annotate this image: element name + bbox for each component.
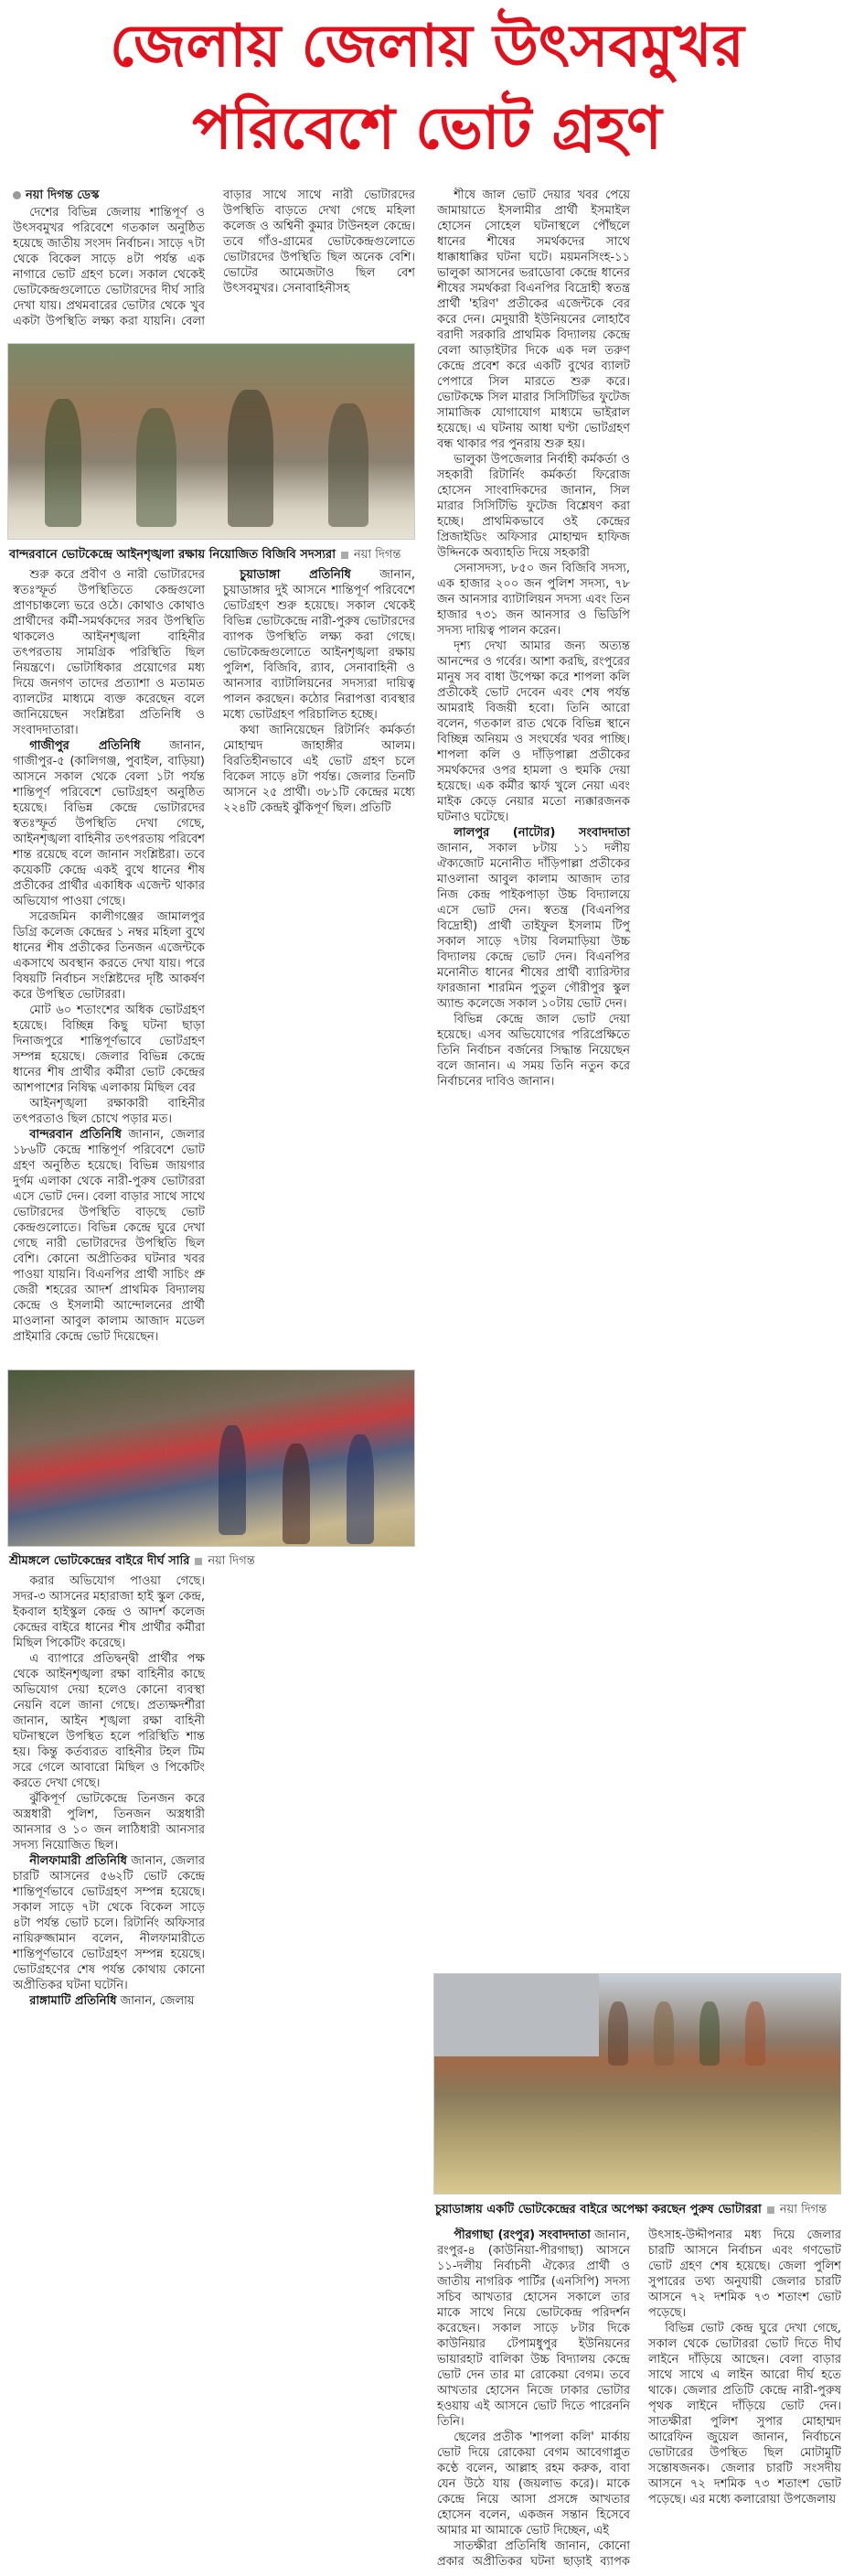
article-paragraph bbox=[13, 1573, 205, 1651]
article-paragraph bbox=[648, 2321, 841, 2507]
intro-article bbox=[13, 188, 415, 334]
article-paragraph bbox=[13, 1096, 205, 1127]
article-paragraph bbox=[13, 1993, 205, 2009]
paragraph-text: সাতক্ষীরা প্রতিনিধি জানান, কোনো প্রকার অপ্রীতিকর ঘটনা ছাড়াই ব্যাপক উৎসাহ-উদ্দীপনার মধ্য দিয়ে জেলার চারটি আসনে নির্বাচন এবং গণভোট ভোট গ্রহণ শেষ হয়েছে। জেলা পুলিশ সুপারের তথ্য অনুযায়ী জেলার চারটি আসনে ৭২ দশমিক ৭৩ শতাংশ ভোট পড়েছে। bbox=[437, 2228, 841, 2569]
paragraph-text: জানান, চুয়াডাঙ্গার দুই আসনে শান্তিপূর্ণ পরিবেশে ভোটগ্রহণ শুরু হয়েছে। সকাল থেকেই বিভিন্ন ভোটকেন্দ্রে নারী-পুরুষ ভোটারদের ব্যাপক উপস্থিতি লক্ষ্য করা গেছে। ভোটকেন্দ্রগুলোতে আইনশৃঙ্খলা রক্ষায় পুলিশ, বিজিবি, র‍্যাব, সেনাবাহিনী ও আনসার ব্যাটালিয়নের সদস্যরা দায়িত্ব পালন করছেন। কঠোর নিরাপত্তা ব্যবস্থার মধ্যে ভোটগ্রহণ পরিচালিত হচ্ছে। bbox=[223, 568, 415, 722]
photo-caption-1 bbox=[9, 547, 400, 563]
intro-paragraph: দেশের বিভিন্ন জেলায় শান্তিপূর্ণ ও উৎসবমুখর পরিবেশে গতকাল অনুষ্ঠিত হয়েছে জাতীয় সংসদ নির্বাচন। সাড়ে ৭টা থেকে বিকেল সাড়ে ৪টা পর্যন্ত এক নাগারে ভোট গ্রহণ চলে। সকাল থেকেই ভোটকেন্দ্রগুলোতে ভোটারদের দীর্ঘ সারি দেখা যায়। প্রথমবারের ভোটার থেকে খুব একটা উপস্থিতি লক্ষ্য করা যায়নি। বেলা বাড়ার সাথে সাথে নারী ভোটারদের উপস্থিতি বাড়তে দেখা গেছে মহিলা কলেজ ও অশ্বিনী কুমার টাউনহল কেন্দ্রে। তবে গাঁও-গ্রামের ভোটকেন্দ্রগুলোতে ভোটারদের উপস্থিতি ছিল অনেক বেশি। ভোটের আমেজটাও ছিল বেশ উৎসবমুখর। সেনাবাহিনীসহ bbox=[13, 188, 415, 328]
correspondent-lead: নীলফামারী প্রতিনিধি bbox=[29, 1854, 127, 1868]
paragraph-text: কথা জানিয়েছেন রিটার্নিং কর্মকর্তা মোহাম্মদ জাহাঙ্গীর আলম। বিরতিহীনভাবে এই ভোট গ্রহণ চলে বিকেল সাড়ে ৪টা পর্যন্ত। জেলার তিনটি আসনে ২৫ প্রার্থী। ৩৮১টি কেন্দ্রের মধ্যে ২২৪টি কেন্দ্রই ঝুঁকিপূর্ণ ছিল। প্রতিটি bbox=[223, 724, 415, 815]
paragraph-text: বিভিন্ন ভোট কেন্দ্র ঘুরে দেখা গেছে, সকাল থেকে ভোটাররা ভোট দিতে দীর্ঘ লাইনে দাঁড়িয়ে আছেন। বেলা বাড়ার সাথে সাথে এ লাইন আরো দীর্ঘ হতে থাকে। জেলার প্রতিটি কেন্দ্রে নারী-পুরুষ পৃথক লাইনে দাঁড়িয়ে ভোট দেন। সাতক্ষীরা পুলিশ সুপার মোহাম্মদ আরেফিন জুয়েল জানান, নির্বাচনে ভোটারের উপস্থিত ছিল মোটামুটি সন্তোষজনক। জেলার চারটি সংসদীয় আসনে ৭২ দশমিক ৭৩ শতাংশ ভোট পড়েছে। এর মধ্যে কলারোয়া উপজেলায় bbox=[648, 2322, 841, 2506]
article-paragraph bbox=[13, 1791, 205, 1853]
article-paragraph bbox=[437, 452, 630, 561]
headline-line-1: জেলায় জেলায় উৎসবমুখর bbox=[110, 13, 744, 80]
photo-chuadanga-voters bbox=[433, 1973, 841, 2195]
paragraph-text: এ ব্যাপারে প্রতিদ্বন্দ্বী প্রার্থীর পক্ষ থেকে আইনশৃঙ্খলা রক্ষা বাহিনীর কাছে অভিযোগ দেয়া হলেও কোনো ব্যবস্থা নেয়নি বলে জানা গেছে। প্রত্যক্ষদর্শীরা জানান, আইন শৃঙ্খলা রক্ষা বাহিনী ঘটনাস্থলে উপস্থিত হলে পরিস্থিতি শান্ত হয়। কিন্তু কর্তব্যরত বাহিনীর টহল টিম সরে গেলে আবারো মিছিল ও পিকেটিং করতে দেখা গেছে। bbox=[13, 1652, 205, 1790]
paragraph-text: সরেজমিন কালীগঞ্জের জামালপুর ডিগ্রি কলেজ কেন্দ্রের ১ নম্বর মহিলা বুথে ধানের শীষ প্রতীকের তিনজন এজেন্টকে একসাথে অবস্থান করতে দেখা যায়। পরে বিষয়টি নির্বাচন সংশ্লিষ্টদের দৃষ্টি আকর্ষণ করে উপস্থিত ভোটাররা। bbox=[13, 910, 205, 1002]
paragraph-text: ঝুঁকিপূর্ণ ভোটকেন্দ্রে তিনজন করে অস্ত্রধারী পুলিশ, তিনজন অস্ত্রধারী আনসার ও ১০ জন লাঠিধারী আনসার সদস্য নিয়োজিত ছিল। bbox=[13, 1792, 205, 1852]
article-paragraph bbox=[13, 738, 205, 909]
article-paragraph bbox=[437, 1012, 630, 1089]
paragraph-text: জানান, জেলার চারটি আসনের ৫৬২টি ভোট কেন্দ্রে শান্তিপূর্ণভাবে ভোটগ্রহণ সম্পন্ন হয়েছে। সকাল সাড়ে ৭টা থেকে বিকেল সাড়ে ৪টা পর্যন্ত ভোট চলে। রিটার্নিং অফিসার নায়িরুজ্জামান বলেন, নীলফামারীতে শান্তিপূর্ণভাবে ভোটগ্রহণ সম্পন্ন হয়েছে। ভোটগ্রহণের শেষ পর্যন্ত কোথায় কোনো অপ্রীতিকর ঘটনা ঘটেনি। bbox=[13, 1854, 205, 1992]
square-icon bbox=[341, 552, 348, 559]
article-section-b bbox=[13, 567, 415, 1363]
paragraph-text: জানান, গাজীপুর-৫ (কালিগঞ্জ, পুবাইল, বাড়িয়া) আসনে সকাল থেকে বেলা ১টা পর্যন্ত শান্তিপূর্ণ পরিবেশে ভোটগ্রহণ অনুষ্ঠিত হয়েছে। বিভিন্ন কেন্দ্রে ভোটারদের স্বতঃস্ফূর্ত উপস্থিতি দেখা গেছে, আইনশৃঙ্খলা বাহিনীর তৎপরতায় পরিবেশ শান্ত রয়েছে বলে জানান সংশ্লিষ্টরা। তবে কয়েকটি কেন্দ্রে একই বুথে ধানের শীষ প্রতীকের প্রার্থীর একাধিক এজেন্ট থাকার অভিযোগ পাওয়া গেছে। bbox=[13, 739, 205, 908]
article-paragraph bbox=[223, 567, 415, 723]
article-paragraph bbox=[437, 2227, 630, 2430]
paragraph-text: ছেলের প্রতীক 'শাপলা কলি' মার্কায় ভোট দিয়ে রোকেয়া বেগম আবেগাপ্লুত কণ্ঠে বলেন, আল্লাহ রহম করুক, বাবা যেন উঠে যায় (জয়লাভ করে)। মাকে কেন্দ্রে নিয়ে আসা প্রসঙ্গে আখতার হোসেন বলেন, একজন সন্তান হিসেবে আমার মা আমাকে ভোট দিচ্ছেন, এই bbox=[437, 2431, 630, 2538]
photo-credit: নয়া দিগন্ত bbox=[353, 548, 401, 562]
caption-text: শ্রীমঙ্গলে ভোটকেন্দ্রের বাইরে দীর্ঘ সারি bbox=[9, 1554, 190, 1568]
headline-line-2: পরিবেশে ভোট গ্রহণ bbox=[192, 95, 662, 163]
paragraph-text: জানান, জেলায় bbox=[116, 1994, 195, 2008]
correspondent-lead: বান্দরবান প্রতিনিধি bbox=[29, 1128, 122, 1142]
article-section-e bbox=[437, 2227, 841, 2576]
correspondent-lead: রাঙ্গামাটি প্রতিনিধি bbox=[29, 1994, 117, 2008]
article-paragraph bbox=[13, 1127, 205, 1345]
photo-credit: নয়া দিগন্ত bbox=[208, 1554, 255, 1568]
article-paragraph bbox=[437, 188, 630, 452]
correspondent-lead: চুয়াডাঙ্গা প্রতিনিধি bbox=[240, 568, 351, 582]
paragraph-text: ভালুকা উপজেলার নির্বাহী কর্মকর্তা ও সহকারী রিটার্নিং কর্মকর্তা ফিরোজ হোসেন সাংবাদিকদের জানান, সিল মারার সিসিটিভি ফুটেজ বিশ্লেষণ করা হচ্ছে। প্রাথমিকভাবে ওই কেন্দ্রের প্রিজাইডিং অফিসার মোহাম্মদ হাফিজ উদ্দিনকে অব্যাহতি দিয়ে সহকারী bbox=[437, 453, 630, 560]
photo-caption-3 bbox=[435, 2202, 827, 2217]
bullet-icon bbox=[13, 191, 21, 199]
correspondent-lead: লালপুর (নাটোর) সংবাদদাতা bbox=[454, 826, 630, 840]
article-section-d bbox=[437, 188, 841, 1960]
byline-text: নয়া দিগন্ত ডেস্ক bbox=[26, 188, 100, 202]
paragraph-text: জানান, জেলার ১৮৬টি কেন্দ্রে শান্তিপূর্ণ পরিবেশে ভোট গ্রহণ অনুষ্ঠিত হয়েছে। বিভিন্ন জায়গার দুর্গম এলাকা থেকে নারী-পুরুষ ভোটাররা এসে ভোট দেন। বেলা বাড়ার সাথে সাথে ভোটারদের উপস্থিতি বাড়ছে ভোট কেন্দ্রগুলোতে। বিভিন্ন কেন্দ্রে ঘুরে দেখা গেছে নারী ভোটারদের উপস্থিতি ছিল বেশি। কোনো অপ্রীতিকর ঘটনার খবর পাওয়া যায়নি। বিএনপির প্রার্থী সাচিং প্রু জেরী শহরের আদর্শ প্রাথমিক বিদ্যালয় কেন্দ্রে ও ইসলামী আন্দোলনের প্রার্থী মাওলানা আবুল কালাম আজাদ মডেল প্রাইমারি কেন্দ্রে ভোট দিয়েছেন। bbox=[13, 1128, 205, 1344]
caption-text: বান্দরবানে ভোটকেন্দ্রে আইনশৃঙ্খলা রক্ষায় নিয়োজিত বিজিবি সদস্যরা bbox=[9, 548, 336, 562]
article-paragraph bbox=[437, 2430, 630, 2538]
paragraph-text: জানান, রংপুর-৪ (কাউনিয়া-পীরগাছা) আসনে ১১-দলীয় নির্বাচনী ঐক্যের প্রার্থী ও জাতীয় নাগরিক পার্টির (এনসিপি) সদস্য সচিব আখতার হোসেন সকালে তার মাকে সাথে নিয়ে ভোটকেন্দ্র পরিদর্শন করেছেন। সকাল সাড়ে ৮টার দিকে কাউনিয়ার টেপামধুপুর ইউনিয়নের ভায়ারহাট বালিকা উচ্চ বিদ্যালয় কেন্দ্রে ভোট দেন তার মা রোকেয়া বেগম। তবে আখতার হোসেন নিজে ঢাকার ভোটার হওয়ায় এই আসনে ভোট দিতে পারেননি তিনি। bbox=[437, 2228, 630, 2429]
paragraph-text: আইনশৃঙ্খলা রক্ষাকারী বাহিনীর তৎপরতাও ছিল চোখে পড়ার মত। bbox=[13, 1097, 205, 1126]
article-paragraph bbox=[223, 723, 415, 816]
byline bbox=[13, 188, 205, 203]
paragraph-text: দৃশ্য দেখা আমার জন্য অত্যন্ত আনন্দের ও গর্বের। আশা করছি, রংপুরের মানুষ সব বাধা উপেক্ষা করে শাপলা কলি প্রতীকেই ভোট দেবেন এবং শেষ পর্যন্ত আমরাই বিজয়ী হবো। তিনি আরো বলেন, গতকাল রাত থেকে বিভিন্ন স্থানে বিচ্ছিন্ন অনিয়ম ও সংঘর্ষের খবর পাচ্ছি। শাপলা কলি ও দাঁড়িপাল্লা প্রতীকের সমর্থকদের ওপর হামলা ও হুমকি দেয়া হয়েছে। এক কর্মীর স্কার্ফ খুলে নেয়া এবং মাইক কেড়ে নেয়ার মতো ন্যক্কারজনক ঘটনাও ঘটেছে। bbox=[437, 639, 630, 824]
caption-text: চুয়াডাঙ্গায় একটি ভোটকেন্দ্রের বাইরে অপেক্ষা করছেন পুরুষ ভোটাররা bbox=[435, 2203, 762, 2216]
correspondent-lead: পীরগাছা (রংপুর) সংবাদদাতা bbox=[454, 2228, 591, 2242]
photo-bandarban-bgb bbox=[7, 343, 415, 540]
square-icon bbox=[767, 2206, 774, 2214]
article-paragraph bbox=[13, 1003, 205, 1096]
photo-credit: নয়া দিগন্ত bbox=[779, 2203, 827, 2216]
photo-caption-2 bbox=[9, 1553, 255, 1569]
square-icon bbox=[195, 1558, 202, 1565]
article-paragraph bbox=[437, 825, 630, 1012]
photo-sreemangal-queue bbox=[7, 1369, 415, 1547]
article-paragraph bbox=[437, 639, 630, 825]
article-paragraph bbox=[13, 909, 205, 1003]
paragraph-text: শুরু করে প্রবীণ ও নারী ভোটারদের স্বতঃস্ফূর্ত উপস্থিতিতে কেন্দ্রগুলো প্রাণচাঞ্চল্যে ভরে ওঠে। কোথাও কোথাও প্রার্থীদের কর্মী-সমর্থকদের সরব উপস্থিতি থাকলেও আইনশৃঙ্খলা বাহিনীর তৎপরতায় সামগ্রিক পরিস্থিতি ছিল নিয়ন্ত্রণে। ভোটাধিকার প্রয়োগের মধ্য দিয়ে জনগণ তাদের প্রত্যাশা ও মতামত ব্যালটের মাধ্যমে ব্যক্ত করেছেন বলে জানিয়েছেন সংশ্লিষ্টরা প্রতিনিধি ও সংবাদদাতারা। bbox=[13, 568, 205, 737]
article-paragraph bbox=[13, 1651, 205, 1791]
paragraph-text: শীষে জাল ভোট দেয়ার খবর পেয়ে জামায়াতে ইসলামীর প্রার্থী ইসমাইল হোসেন সোহেল ঘটনাস্থলে পৌঁছলে ধানের শীষের সমর্থকদের সাথে ধাক্কাধাক্কির ঘটনা ঘটে। ময়মনসিংহ-১১ ভালুকা আসনের ভরাডোবা কেন্দ্রে ধানের শীষের সমর্থকরা বিএনপির বিদ্রোহী স্বতন্ত্র প্রার্থী 'হরিণ' প্রতীকের এজেন্টকে বের করে দেন। মেদুয়ারী ইউনিয়নের লোহাবৈ বরাদী সরকারি প্রাথমিক বিদ্যালয় কেন্দ্রে বেলা আড়াইটার দিকে এক দল তরুণ কেন্দ্রে প্রবেশ করে একটি বুথের ব্যালট পেপারে সিল মারতে শুরু করে। ভোটকক্ষে সিল মারার সিসিটিভির ফুটেজ সামাজিক যোগাযোগ মাধ্যমে ভাইরাল হয়েছে। এ ঘটনায় আধা ঘণ্টা ভোটগ্রহণ বন্ধ থাকার পর পুনরায় শুরু হয়। bbox=[437, 188, 630, 451]
paragraph-text: করার অভিযোগ পাওয়া গেছে। সদর-৩ আসনের মহারাজা হাই স্কুল কেন্দ্র, ইকবাল হাইস্কুল কেন্দ্র ও আদর্শ কলেজ কেন্দ্রের বাইরে ধানের শীষ প্রার্থীর কর্মীরা মিছিল পিকেটিং করেছে। bbox=[13, 1574, 205, 1650]
article-paragraph bbox=[13, 567, 205, 738]
headline bbox=[0, 5, 854, 174]
correspondent-lead: গাজীপুর প্রতিনিধি bbox=[29, 739, 141, 753]
paragraph-text: মোট ৬০ শতাংশের অধিক ভোটগ্রহণ হয়েছে। বিচ্ছিন্ন কিছু ঘটনা ছাড়া দিনাজপুরে শান্তিপূর্ণভাবে ভোটগ্রহণ সম্পন্ন হয়েছে। জেলার বিভিন্ন কেন্দ্রে ধানের শীষ প্রার্থীর কর্মীরা ভোট কেন্দ্রের আশপাশের নিষিদ্ধ এলাকায় মিছিল বের bbox=[13, 1004, 205, 1095]
article-section-c bbox=[13, 1573, 415, 2576]
article-paragraph bbox=[13, 1853, 205, 1993]
building bbox=[434, 1974, 599, 2056]
article-paragraph bbox=[437, 561, 630, 639]
paragraph-text: সেনাসদস্য, ৮৫০ জন বিজিবি সদস্য, এক হাজার ২০০ জন পুলিশ সদস্য, ৭৮ জন আনসার ব্যাটালিয়ন সদস্য এবং তিন হাজার ৭৩১ জন আনসার ও ভিডিপি সদস্য দায়িত্ব পালন করেন। bbox=[437, 562, 630, 638]
paragraph-text: বিভিন্ন কেন্দ্রে জাল ভোট দেয়া হয়েছে। এসব অভিযোগের পরিপ্রেক্ষিতে তিনি নির্বাচন বর্জনের সিদ্ধান্ত নিয়েছেন বলে জানান। এ সময় তিনি নতুন করে নির্বাচনের দাবিও জানান। bbox=[437, 1013, 630, 1089]
paragraph-text: জানান, সকাল ৮টায় ১১ দলীয় ঐক্যজোট মনোনীত দাঁড়িপাল্লা প্রতীকের মাওলানা আবুল কালাম আজাদ তার নিজ কেন্দ্র পাইকপাড়া উচ্চ বিদ্যালয়ে এসে ভোট দেন। স্বতন্ত্র (বিএনপির বিদ্রোহী) প্রার্থী তাইফুল ইসলাম টিপু সকাল সাড়ে ৭টায় বিলমাড়িয়া উচ্চ বিদ্যালয় কেন্দ্রে ভোট দেন। বিএনপির মনোনীত ধানের শীষের প্রার্থী ব্যারিস্টার ফারজানা শারমিন পুতুল গৌরীপুর স্কুল অ্যান্ড কলেজে সকাল ১০টায় ভোট দেন। bbox=[437, 842, 630, 1011]
